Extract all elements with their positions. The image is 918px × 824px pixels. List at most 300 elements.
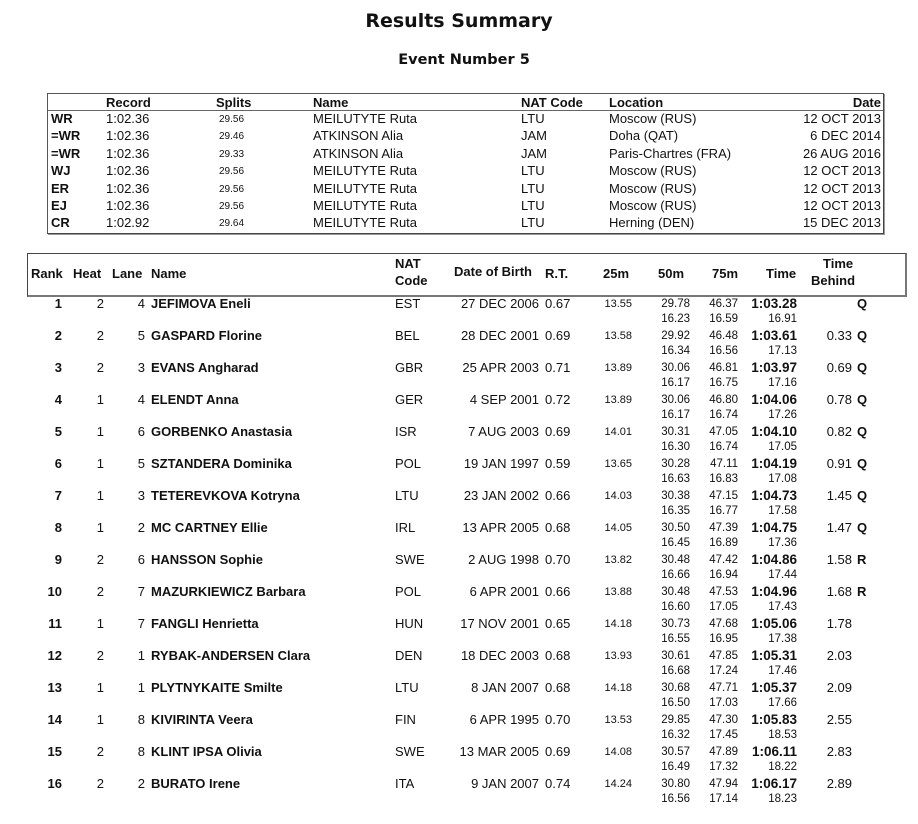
result-row xyxy=(0,552,918,584)
result-rt: 0.59 xyxy=(545,456,571,471)
result-time: 1:06.11 xyxy=(751,744,797,759)
result-rt: 0.66 xyxy=(545,584,571,599)
record-row xyxy=(48,181,883,199)
result-rt: 0.66 xyxy=(545,488,571,503)
result-s75: 47.53 xyxy=(709,586,738,598)
result-i75: 16.59 xyxy=(709,313,738,325)
result-s75: 47.68 xyxy=(709,618,738,630)
result-s25: 13.93 xyxy=(604,650,632,662)
record-location: Moscow (RUS) xyxy=(609,198,697,213)
result-behind: 2.55 xyxy=(826,712,852,727)
result-behind: 1.58 xyxy=(826,552,852,567)
results-header xyxy=(27,253,907,297)
result-i50: 16.49 xyxy=(661,761,690,773)
record-nat: JAM xyxy=(521,145,547,161)
result-q: Q xyxy=(857,520,868,535)
header-rank: Rank xyxy=(31,266,63,281)
result-i100: 16.91 xyxy=(768,313,797,325)
result-i75: 17.45 xyxy=(709,729,738,741)
result-i75: 16.95 xyxy=(709,633,738,645)
result-i100: 17.05 xyxy=(768,441,797,453)
record-name: MEILUTYTE Ruta xyxy=(313,180,418,196)
result-i50: 16.56 xyxy=(661,793,690,805)
result-s25: 14.24 xyxy=(604,778,632,790)
record-location: Paris-Chartres (FRA) xyxy=(609,145,732,161)
result-dob: 7 AUG 2003 xyxy=(468,424,539,439)
result-i50: 16.55 xyxy=(661,633,690,645)
record-code: EJ xyxy=(51,198,67,213)
result-s25: 13.55 xyxy=(604,298,632,310)
result-nat: DEN xyxy=(395,648,423,663)
result-heat: 1 xyxy=(96,712,104,727)
result-rt: 0.72 xyxy=(545,392,571,407)
result-q: Q xyxy=(857,456,868,471)
result-i50: 16.30 xyxy=(661,441,690,453)
result-s50: 30.06 xyxy=(661,394,690,406)
result-heat: 2 xyxy=(96,776,104,791)
result-rt: 0.68 xyxy=(545,520,571,535)
header-rt: R.T. xyxy=(545,266,569,281)
result-nat: FIN xyxy=(395,712,416,727)
record-date: 12 OCT 2013 xyxy=(803,180,881,196)
header-nat-line1: NAT xyxy=(395,256,421,271)
result-rt: 0.69 xyxy=(545,328,571,343)
result-heat: 2 xyxy=(96,648,104,663)
result-i50: 16.50 xyxy=(661,697,690,709)
result-name: GASPARD Florine xyxy=(151,328,262,343)
result-s75: 46.80 xyxy=(709,394,738,406)
record-date: 12 OCT 2013 xyxy=(803,111,881,126)
result-rank: 5 xyxy=(54,424,62,439)
result-dob: 9 JAN 2007 xyxy=(471,776,539,791)
result-behind: 2.89 xyxy=(826,776,852,791)
result-row xyxy=(0,520,918,552)
result-dob: 8 JAN 2007 xyxy=(471,680,539,695)
result-lane: 4 xyxy=(137,392,145,407)
result-s50: 30.38 xyxy=(661,490,690,502)
result-s25: 14.03 xyxy=(604,490,632,502)
result-s25: 13.89 xyxy=(604,394,632,406)
result-rank: 11 xyxy=(48,616,62,631)
result-row xyxy=(0,296,918,328)
result-behind: 1.68 xyxy=(826,584,852,599)
result-i100: 17.36 xyxy=(768,537,797,549)
record-row xyxy=(48,146,883,164)
result-name: EVANS Angharad xyxy=(151,360,259,375)
result-name: TETEREVKOVA Kotryna xyxy=(151,488,300,503)
result-s25: 13.53 xyxy=(604,714,632,726)
result-rank: 7 xyxy=(54,488,62,503)
result-i50: 16.17 xyxy=(661,409,690,421)
record-nat: LTU xyxy=(521,111,545,126)
record-code: WJ xyxy=(51,163,71,179)
result-time: 1:03.28 xyxy=(751,296,797,311)
result-s50: 30.06 xyxy=(661,362,690,374)
result-lane: 3 xyxy=(137,488,145,503)
result-q: Q xyxy=(857,328,868,343)
result-i50: 16.68 xyxy=(661,665,690,677)
result-nat: EST xyxy=(395,296,421,311)
result-i75: 17.14 xyxy=(709,793,738,805)
result-time: 1:05.06 xyxy=(751,616,797,631)
result-i100: 17.16 xyxy=(768,377,797,389)
result-lane: 5 xyxy=(137,456,145,471)
result-rank: 14 xyxy=(47,712,62,727)
result-behind: 2.03 xyxy=(826,648,852,663)
records-table xyxy=(47,93,884,234)
result-rank: 2 xyxy=(54,328,62,343)
result-s75: 46.37 xyxy=(709,298,738,310)
result-s75: 47.15 xyxy=(709,490,738,502)
result-lane: 1 xyxy=(137,680,145,695)
result-heat: 1 xyxy=(96,520,104,535)
result-rank: 4 xyxy=(54,392,62,407)
record-split: 29.33 xyxy=(219,148,245,160)
result-i75: 16.94 xyxy=(709,569,738,581)
result-lane: 7 xyxy=(137,584,145,599)
record-row xyxy=(48,198,883,216)
record-name: ATKINSON Alia xyxy=(313,128,404,144)
result-i75: 16.74 xyxy=(709,409,738,421)
result-i100: 18.53 xyxy=(768,729,797,741)
result-q: R xyxy=(857,584,867,599)
result-behind: 0.78 xyxy=(826,392,852,407)
record-nat: LTU xyxy=(521,163,545,179)
result-s50: 30.80 xyxy=(661,778,690,790)
result-row xyxy=(0,648,918,680)
result-name: KIVIRINTA Veera xyxy=(151,712,253,727)
result-heat: 1 xyxy=(96,680,104,695)
record-nat: JAM xyxy=(521,128,547,144)
result-rank: 3 xyxy=(54,360,62,375)
result-i50: 16.23 xyxy=(661,313,690,325)
result-i100: 17.66 xyxy=(768,697,797,709)
result-s50: 29.92 xyxy=(661,330,690,342)
result-row xyxy=(0,392,918,424)
result-dob: 6 APR 2001 xyxy=(469,584,539,599)
result-lane: 6 xyxy=(137,424,145,439)
result-q: R xyxy=(857,552,867,567)
records-header-name: Name xyxy=(313,95,349,110)
result-row xyxy=(0,712,918,744)
record-date: 26 AUG 2016 xyxy=(802,145,881,161)
result-heat: 2 xyxy=(96,744,104,759)
result-dob: 19 JAN 1997 xyxy=(463,456,539,471)
event-subtitle: Event Number 5 xyxy=(398,52,530,68)
result-s75: 47.39 xyxy=(709,522,738,534)
result-lane: 5 xyxy=(137,328,145,343)
result-heat: 2 xyxy=(96,584,104,599)
record-name: MEILUTYTE Ruta xyxy=(313,198,418,213)
result-s75: 47.05 xyxy=(709,426,738,438)
header-75m: 75m xyxy=(712,266,739,281)
record-name: MEILUTYTE Ruta xyxy=(313,215,418,231)
result-behind: 1.47 xyxy=(826,520,852,535)
result-s25: 13.89 xyxy=(604,362,632,374)
result-rank: 10 xyxy=(47,584,62,599)
result-s25: 13.65 xyxy=(604,458,632,470)
result-time: 1:05.31 xyxy=(751,648,797,663)
result-dob: 28 DEC 2001 xyxy=(460,328,539,343)
result-s75: 47.71 xyxy=(709,682,738,694)
records-header-splits: Splits xyxy=(216,95,252,110)
result-name: GORBENKO Anastasia xyxy=(151,424,293,439)
result-i50: 16.34 xyxy=(661,345,690,357)
result-s25: 14.18 xyxy=(604,618,632,630)
result-i75: 16.89 xyxy=(709,537,738,549)
result-nat: POL xyxy=(395,456,422,471)
record-record: 1:02.36 xyxy=(106,163,150,179)
result-s75: 47.30 xyxy=(709,714,738,726)
result-i50: 16.17 xyxy=(661,377,690,389)
header-heat: Heat xyxy=(73,266,102,281)
records-header-location: Location xyxy=(609,95,664,110)
result-dob: 13 APR 2005 xyxy=(462,520,539,535)
page-title: Results Summary xyxy=(365,10,553,32)
result-name: ELENDT Anna xyxy=(151,392,239,407)
result-time: 1:04.19 xyxy=(751,456,797,471)
result-dob: 4 SEP 2001 xyxy=(469,392,539,407)
result-rt: 0.68 xyxy=(545,680,571,695)
header-50m: 50m xyxy=(658,266,685,281)
records-header-record: Record xyxy=(106,95,151,110)
result-rank: 8 xyxy=(54,520,62,535)
record-name: MEILUTYTE Ruta xyxy=(313,111,418,126)
result-s50: 29.78 xyxy=(661,298,690,310)
result-heat: 1 xyxy=(96,424,104,439)
result-q: Q xyxy=(857,392,868,407)
record-split: 29.56 xyxy=(219,166,245,178)
result-rank: 16 xyxy=(47,776,62,791)
record-nat: LTU xyxy=(521,180,545,196)
record-code: ER xyxy=(51,180,70,196)
record-date: 15 DEC 2013 xyxy=(802,215,881,231)
result-row xyxy=(0,456,918,488)
header-nat-line2: Code xyxy=(395,273,428,288)
record-record: 1:02.36 xyxy=(106,111,150,126)
result-behind: 1.45 xyxy=(826,488,852,503)
result-row xyxy=(0,584,918,616)
record-code: =WR xyxy=(51,128,81,144)
record-record: 1:02.36 xyxy=(106,198,150,213)
result-s25: 13.58 xyxy=(604,330,632,342)
result-rt: 0.70 xyxy=(545,552,571,567)
record-location: Moscow (RUS) xyxy=(609,180,697,196)
record-record: 1:02.36 xyxy=(106,145,150,161)
header-time: Time xyxy=(766,266,797,281)
record-record: 1:02.36 xyxy=(106,128,150,144)
result-behind: 0.82 xyxy=(826,424,852,439)
result-time: 1:04.75 xyxy=(751,520,797,535)
result-name: RYBAK-ANDERSEN Clara xyxy=(151,648,311,663)
result-i100: 18.23 xyxy=(768,793,797,805)
result-lane: 1 xyxy=(137,648,145,663)
records-header-row xyxy=(48,94,883,111)
record-code: =WR xyxy=(51,145,81,161)
header-dob: Date of Birth xyxy=(454,264,532,279)
result-lane: 2 xyxy=(137,520,145,535)
record-split: 29.64 xyxy=(219,218,245,230)
record-name: ATKINSON Alia xyxy=(313,145,404,161)
record-location: Moscow (RUS) xyxy=(609,111,697,126)
result-time: 1:03.97 xyxy=(751,360,797,375)
record-split: 29.56 xyxy=(219,201,245,212)
result-nat: GBR xyxy=(395,360,424,375)
result-lane: 8 xyxy=(137,712,145,727)
result-name: HANSSON Sophie xyxy=(151,552,263,567)
result-nat: ITA xyxy=(395,776,415,791)
result-behind: 2.09 xyxy=(826,680,852,695)
result-q: Q xyxy=(857,424,868,439)
result-s75: 47.42 xyxy=(709,554,738,566)
result-dob: 23 JAN 2002 xyxy=(463,488,539,503)
result-row xyxy=(0,328,918,360)
result-q: Q xyxy=(857,360,868,375)
result-row xyxy=(0,744,918,776)
result-heat: 2 xyxy=(96,296,104,311)
result-name: JEFIMOVA Eneli xyxy=(151,296,251,311)
result-nat: LTU xyxy=(395,680,419,695)
result-s75: 47.94 xyxy=(709,778,738,790)
result-lane: 7 xyxy=(137,616,145,631)
result-s50: 30.57 xyxy=(661,746,690,758)
result-name: FANGLI Henrietta xyxy=(151,616,259,631)
result-dob: 18 DEC 2003 xyxy=(460,648,539,663)
result-time: 1:04.10 xyxy=(751,424,797,439)
result-i50: 16.32 xyxy=(661,729,690,741)
result-rt: 0.71 xyxy=(545,360,571,375)
result-time: 1:04.73 xyxy=(751,488,797,503)
result-nat: HUN xyxy=(395,616,424,631)
result-i100: 17.58 xyxy=(768,505,797,517)
result-behind: 0.69 xyxy=(826,360,852,375)
result-name: MAZURKIEWICZ Barbara xyxy=(151,584,306,599)
result-rt: 0.69 xyxy=(545,744,571,759)
result-i75: 16.74 xyxy=(709,441,738,453)
result-s25: 13.82 xyxy=(604,554,632,566)
record-location: Herning (DEN) xyxy=(609,215,695,231)
result-dob: 17 NOV 2001 xyxy=(460,616,539,631)
record-split: 29.56 xyxy=(219,183,245,195)
result-behind: 2.83 xyxy=(826,744,852,759)
record-date: 12 OCT 2013 xyxy=(803,198,881,213)
result-i75: 16.56 xyxy=(709,345,738,357)
result-i75: 16.75 xyxy=(709,377,738,389)
result-behind: 1.78 xyxy=(826,616,852,631)
header-name: Name xyxy=(151,266,187,281)
result-rt: 0.65 xyxy=(545,616,571,631)
records-header-date: Date xyxy=(852,95,881,110)
record-location: Doha (QAT) xyxy=(609,128,679,144)
record-row xyxy=(48,215,883,233)
result-nat: LTU xyxy=(395,488,419,503)
result-time: 1:04.96 xyxy=(751,584,797,599)
result-s25: 14.08 xyxy=(604,746,632,758)
result-heat: 1 xyxy=(96,488,104,503)
record-nat: LTU xyxy=(521,198,545,213)
record-row xyxy=(48,111,883,129)
result-s25: 14.01 xyxy=(604,426,632,438)
result-row xyxy=(0,616,918,648)
record-location: Moscow (RUS) xyxy=(609,163,697,179)
result-dob: 6 APR 1995 xyxy=(469,712,539,727)
result-s50: 30.61 xyxy=(661,650,690,662)
result-row xyxy=(0,424,918,456)
result-dob: 25 APR 2003 xyxy=(462,360,539,375)
result-i75: 17.05 xyxy=(709,601,738,613)
result-s50: 30.28 xyxy=(661,458,690,470)
record-code: WR xyxy=(51,111,73,126)
result-time: 1:05.37 xyxy=(751,680,797,695)
record-code: CR xyxy=(51,215,70,231)
header-behind-line1: Time xyxy=(823,256,854,271)
result-s50: 30.68 xyxy=(661,682,690,694)
result-rank: 12 xyxy=(47,648,62,663)
result-dob: 27 DEC 2006 xyxy=(460,296,539,311)
result-heat: 1 xyxy=(96,616,104,631)
result-i100: 17.46 xyxy=(768,665,797,677)
result-name: PLYTNYKAITE Smilte xyxy=(151,680,283,695)
result-i75: 16.77 xyxy=(709,505,738,517)
result-rank: 1 xyxy=(54,296,62,311)
result-i50: 16.60 xyxy=(661,601,690,613)
result-nat: ISR xyxy=(395,424,417,439)
result-i50: 16.63 xyxy=(661,473,690,485)
result-time: 1:06.17 xyxy=(751,776,797,791)
result-nat: SWE xyxy=(395,552,425,567)
result-q: Q xyxy=(857,296,868,311)
result-nat: SWE xyxy=(395,744,425,759)
result-nat: IRL xyxy=(395,520,416,535)
result-name: KLINT IPSA Olivia xyxy=(151,744,262,759)
header-lane: Lane xyxy=(112,266,143,281)
result-s75: 46.81 xyxy=(709,362,738,374)
result-rt: 0.67 xyxy=(545,296,571,311)
result-i75: 17.24 xyxy=(709,665,738,677)
result-q: Q xyxy=(857,488,868,503)
result-rank: 9 xyxy=(54,552,62,567)
result-i50: 16.45 xyxy=(661,537,690,549)
result-dob: 2 AUG 1998 xyxy=(468,552,539,567)
result-lane: 4 xyxy=(137,296,145,311)
result-s50: 30.73 xyxy=(661,618,690,630)
result-i100: 17.26 xyxy=(768,409,797,421)
records-header-nat: NAT Code xyxy=(521,95,583,110)
result-nat: BEL xyxy=(395,328,420,343)
result-i50: 16.35 xyxy=(661,505,690,517)
result-heat: 2 xyxy=(96,360,104,375)
result-i75: 16.83 xyxy=(709,473,738,485)
record-record: 1:02.36 xyxy=(106,180,150,196)
result-s75: 47.85 xyxy=(709,650,738,662)
result-s25: 14.18 xyxy=(604,682,632,694)
result-heat: 1 xyxy=(96,456,104,471)
result-s50: 29.85 xyxy=(661,714,690,726)
result-i50: 16.66 xyxy=(661,569,690,581)
result-rt: 0.69 xyxy=(545,424,571,439)
result-i100: 17.13 xyxy=(768,345,797,357)
result-lane: 3 xyxy=(137,360,145,375)
result-row xyxy=(0,488,918,520)
header-behind-line2: Behind xyxy=(811,273,856,288)
result-rank: 6 xyxy=(54,456,62,471)
result-rank: 15 xyxy=(47,744,62,759)
record-nat: LTU xyxy=(521,215,545,231)
result-s50: 30.48 xyxy=(661,586,690,598)
result-lane: 2 xyxy=(137,776,145,791)
result-rt: 0.74 xyxy=(545,776,571,791)
result-i100: 17.43 xyxy=(768,601,797,613)
